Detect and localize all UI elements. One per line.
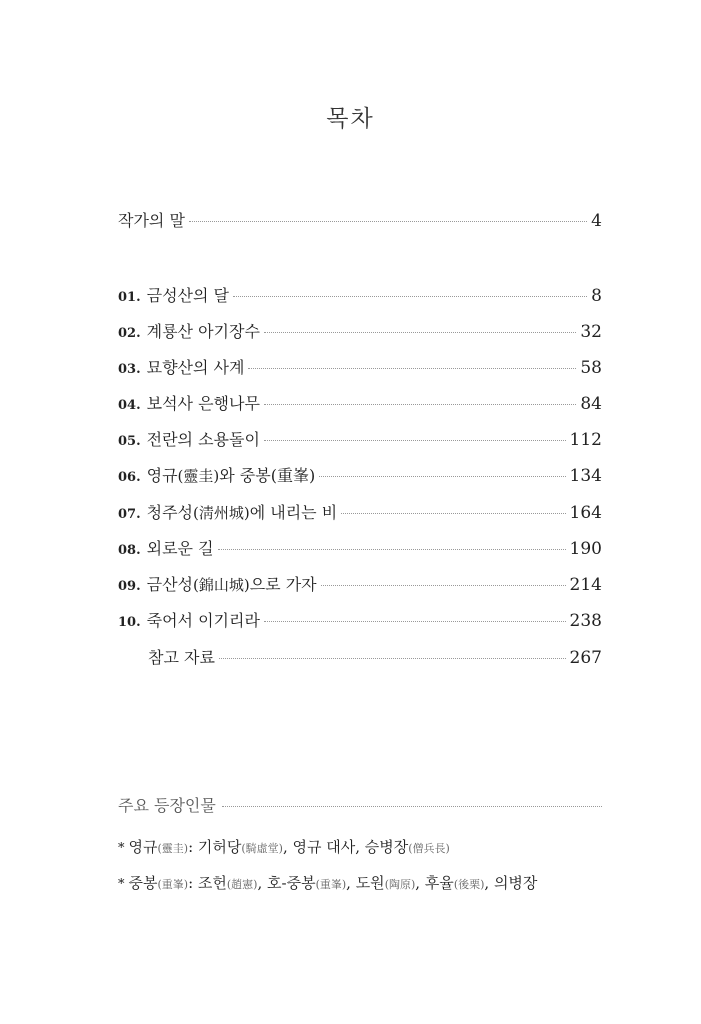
chapter-number: 03. <box>118 362 141 377</box>
character-desc: : 기허당 <box>188 838 242 856</box>
dot-leader <box>189 221 587 222</box>
chapter-title: 전란의 소용돌이 <box>146 430 260 449</box>
character-desc-hanja: (重峯) <box>315 878 347 891</box>
character-name-hanja: (重峯) <box>157 878 189 891</box>
toc-entry-chapter-07[interactable] <box>118 500 602 524</box>
dot-leader <box>341 513 565 514</box>
chapter-title: 죽어서 이기리라 <box>146 611 260 630</box>
dot-leader <box>219 658 566 659</box>
character-line-jungbong <box>118 872 602 893</box>
chapter-title-suffix: 에 내리는 비 <box>249 503 338 522</box>
toc-entry-label: 작가의 말 <box>118 211 185 230</box>
dot-leader <box>222 806 602 807</box>
dot-leader <box>264 404 576 405</box>
toc-page-number: 84 <box>580 394 602 414</box>
characters-heading-label: 주요 등장인물 <box>118 796 216 815</box>
toc-page-number: 112 <box>569 430 602 450</box>
chapter-title: 계룡산 아기장수 <box>146 322 260 341</box>
character-desc-hanja: (後栗) <box>453 878 485 891</box>
toc-page-number: 267 <box>569 648 602 668</box>
toc-entry-chapter-04[interactable] <box>118 391 602 415</box>
character-desc: , 후율 <box>415 874 454 892</box>
toc-page-number: 32 <box>580 322 602 342</box>
dot-leader <box>218 549 566 550</box>
toc-entry-preface[interactable] <box>118 208 602 232</box>
character-desc-hanja: (趙憲) <box>226 878 258 891</box>
chapter-title-hanja: (靈圭) <box>177 467 220 485</box>
chapter-number: 09. <box>118 579 141 594</box>
toc-page-number: 190 <box>569 539 602 559</box>
dot-leader <box>264 332 576 333</box>
bullet: * <box>118 877 125 892</box>
page-title: 목차 <box>326 106 375 132</box>
character-desc: , 도원 <box>346 874 385 892</box>
bullet: * <box>118 841 125 856</box>
toc-entry-chapter-05[interactable] <box>118 427 602 451</box>
toc-entry-chapter-06[interactable] <box>118 463 602 487</box>
dot-leader <box>248 368 576 369</box>
characters-heading <box>118 793 602 816</box>
toc-page-number: 214 <box>569 575 602 595</box>
chapter-number: 02. <box>118 326 141 341</box>
chapter-title: 금산성 <box>146 575 193 594</box>
character-desc: , 영규 대사, 승병장 <box>282 838 409 856</box>
chapter-number: 04. <box>118 398 141 413</box>
toc-entry-label: 참고 자료 <box>148 648 215 667</box>
chapter-title: 묘향산의 사계 <box>146 358 245 377</box>
chapter-number: 07. <box>118 507 141 522</box>
character-desc-hanja: (僧兵長) <box>408 842 450 855</box>
toc-page-number: 4 <box>591 211 602 231</box>
chapter-number: 01. <box>118 290 141 305</box>
toc-page-number: 8 <box>591 286 602 306</box>
toc-page-number: 58 <box>580 358 602 378</box>
character-desc-hanja: (陶原) <box>384 878 416 891</box>
character-name-hanja: (靈圭) <box>157 842 189 855</box>
toc-entry-chapter-01[interactable] <box>118 283 602 307</box>
dot-leader <box>319 476 565 477</box>
character-desc-hanja: (騎虛堂) <box>241 842 283 855</box>
chapter-title: 청주성 <box>146 503 193 522</box>
toc-entry-chapter-10[interactable] <box>118 608 602 632</box>
toc-entry-chapter-02[interactable] <box>118 319 602 343</box>
chapter-title-hanja: (淸州城) <box>193 504 250 522</box>
dot-leader <box>233 296 587 297</box>
character-desc: , 호-중봉 <box>257 874 316 892</box>
chapter-title-hanja: (錦山城) <box>193 576 250 594</box>
character-name: 중봉 <box>128 874 158 892</box>
toc-entry-chapter-08[interactable] <box>118 536 602 560</box>
toc-page-number: 134 <box>569 466 602 486</box>
dot-leader <box>264 621 566 622</box>
toc-entry-references[interactable] <box>118 645 602 669</box>
chapter-number: 05. <box>118 434 141 449</box>
character-desc: , 의병장 <box>484 874 538 892</box>
chapter-number: 06. <box>118 470 141 485</box>
chapter-title-suffix: 으로 가자 <box>249 575 317 594</box>
toc-entry-chapter-09[interactable] <box>118 572 602 596</box>
toc-page-number: 164 <box>569 503 602 523</box>
character-line-yeonggyu <box>118 836 602 857</box>
chapter-title: 보석사 은행나무 <box>146 394 260 413</box>
chapter-title: 외로운 길 <box>146 539 214 558</box>
chapter-title-suffix: 와 중봉(重峯) <box>219 466 316 485</box>
chapter-number: 10. <box>118 615 141 630</box>
dot-leader <box>321 585 566 586</box>
toc-entry-chapter-03[interactable] <box>118 355 602 379</box>
chapter-number: 08. <box>118 543 141 558</box>
chapter-title: 금성산의 달 <box>146 286 229 305</box>
dot-leader <box>264 440 566 441</box>
chapter-title: 영규 <box>146 466 178 485</box>
toc-page-number: 238 <box>569 611 602 631</box>
character-desc: : 조헌 <box>188 874 227 892</box>
character-name: 영규 <box>128 838 158 856</box>
